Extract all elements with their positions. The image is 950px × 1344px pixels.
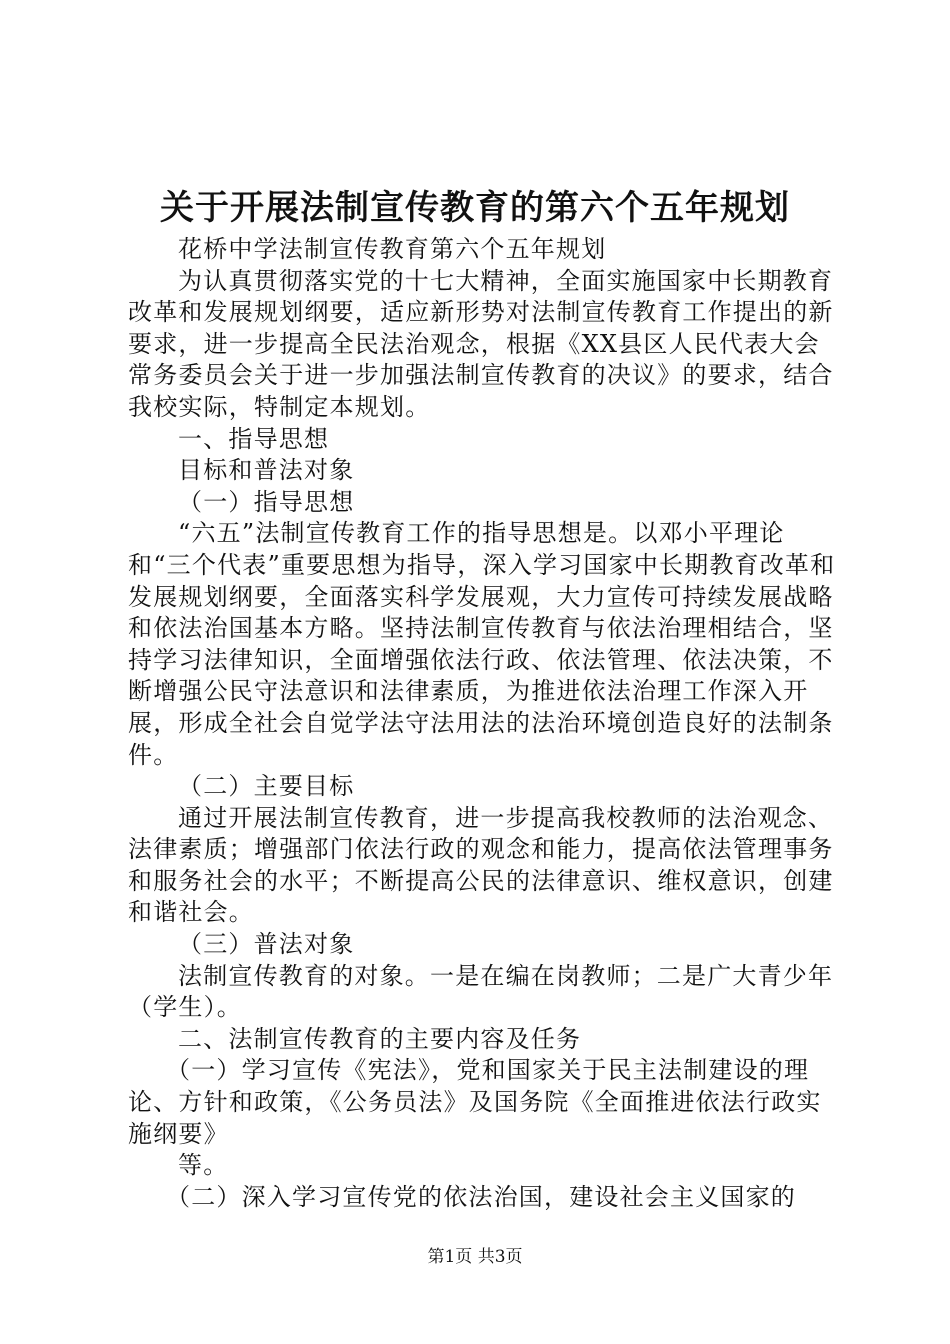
paragraph-main-goals: 通过开展法制宣传教育，进一步提高我校教师的法治观念、法律素质；增强部门依法行政的观念和能力，提高依法管理事务和服务社会的水平；不断提高公民的法律意识、维权意识，创建和谐社会。 [128, 803, 834, 927]
paragraph-item-2: （二）深入学习宣传党的依法治国，建设社会主义国家的 [166, 1182, 796, 1211]
heading-main-goals: （二）主要目标 [178, 772, 355, 801]
paragraph-guiding-ideology: “六五”法制宣传教育工作的指导思想是。以邓小平理论和“三个代表”重要思想为指导，深入学习国家中长期教育改革和发展规划纲要，全面落实科学发展观，大力宣传可持续发展战略和依法治国基本方略。坚持法制宣传教育与依法治理相结合，坚持学习法律知识，全面增强依法行政、依法管理、依法决策，不断增强公民守法意识和法律素质，为推进依法治理工作深入开展，形成全社会自觉学法守法用法的法治环境创造良好的法制条件。 [128, 519, 836, 769]
paragraph-subtitle: 花桥中学法制宣传教育第六个五年规划 [178, 235, 607, 263]
paragraph-item-1-end: 等。 [178, 1151, 229, 1180]
heading-section-1-continued: 目标和普法对象 [178, 456, 355, 485]
heading-guiding-ideology: （一）指导思想 [178, 487, 355, 516]
paragraph-target-audience: 法制宣传教育的对象。一是在编在岗教师；二是广大青少年（学生）。 [128, 961, 834, 1022]
page-footer: 第1页 共3页 [427, 1247, 523, 1267]
heading-target-audience: （三）普法对象 [178, 930, 355, 959]
document-title: 关于开展法制宣传教育的第六个五年规划 [160, 188, 790, 228]
heading-section-1: 一、指导思想 [178, 424, 330, 453]
paragraph-intro: 为认真贯彻落实党的十七大精神，全面实施国家中长期教育改革和发展规划纲要，适应新形势对法制宣传教育工作提出的新要求，进一步提高全民法治观念，根据《XX县区人民代表大会常务委员会关于进一步加强法制宣传教育的决议》的要求，结合我校实际，特制定本规划。 [128, 266, 834, 421]
document-body [128, 234, 836, 1213]
paragraph-item-1: （一）学习宣传《宪法》，党和国家关于民主法制建设的理论、方针和政策，《公务员法》及国务院《全面推进依法行政实施纲要》 [128, 1056, 822, 1148]
heading-section-2: 二、法制宣传教育的主要内容及任务 [178, 1024, 582, 1053]
